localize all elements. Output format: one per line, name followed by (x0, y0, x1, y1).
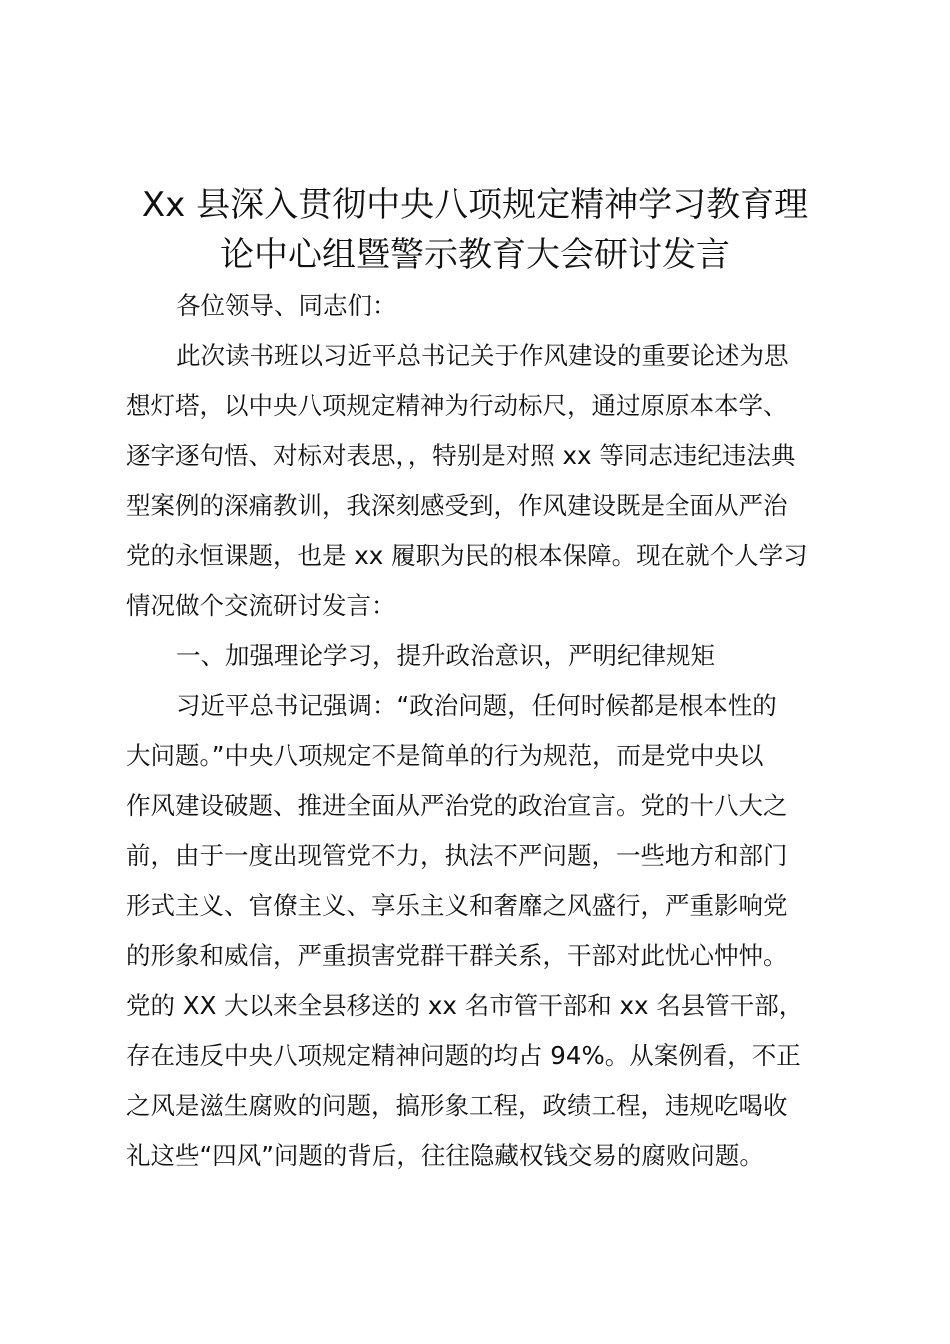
paragraph-line: 存在违反中央八项规定精神问题的均占 94%。从案例看，不正 (126, 1041, 801, 1070)
paragraph-line: 型案例的深痛教训，我深刻感受到，作风建设既是全面从严治 (126, 491, 788, 520)
paragraph-line: 情况做个交流研讨发言： (126, 591, 396, 620)
document-title (100, 180, 850, 280)
section-heading: 一、加强理论学习，提升政治意识，严明纪律规矩 (176, 641, 715, 670)
paragraph-line: 前，由于一度出现管党不力，执法不严问题，一些地方和部门 (126, 841, 788, 870)
document-body (126, 281, 838, 1181)
paragraph-line: 的形象和威信，严重损害党群干群关系，干部对此忧心忡忡。 (126, 941, 788, 970)
salutation: 各位领导、同志们： (176, 291, 397, 320)
paragraph-line: 礼这些“四风”问题的背后，往往隐藏权钱交易的腐败问题。 (126, 1141, 764, 1170)
paragraph-line: 此次读书班以习近平总书记关于作风建设的重要论述为思 (176, 341, 789, 370)
paragraph-line: 大问题。”中央八项规定不是简单的行为规范，而是党中央以 (126, 741, 764, 770)
paragraph-line: 想灯塔，以中央八项规定精神为行动标尺，通过原原本本学、 (126, 391, 788, 420)
paragraph-line: 之风是滋生腐败的问题，搞形象工程，政绩工程，违规吃喝收 (126, 1091, 788, 1120)
paragraph-line: 逐字逐句悟、对标对表思，，特别是对照 xx 等同志违纪违法典 (126, 441, 796, 470)
paragraph-line: 形式主义、官僚主义、享乐主义和奢靡之风盛行，严重影响党 (126, 891, 788, 920)
paragraph-line: 党的 XX 大以来全县移送的 xx 名市管干部和 xx 名县管干部， (126, 991, 804, 1020)
title-line-2: 论中心组暨警示教育大会研讨发言 (220, 235, 730, 275)
paragraph-line: 作风建设破题、推进全面从严治党的政治宣言。党的十八大之 (126, 791, 788, 820)
title-line-1: Xx 县深入贯彻中央八项规定精神学习教育理 (141, 185, 809, 225)
paragraph-line: 习近平总书记强调：“政治问题，任何时候都是根本性的 (176, 691, 777, 720)
paragraph-line: 党的永恒课题，也是 xx 履职为民的根本保障。现在就个人学习 (126, 541, 808, 570)
